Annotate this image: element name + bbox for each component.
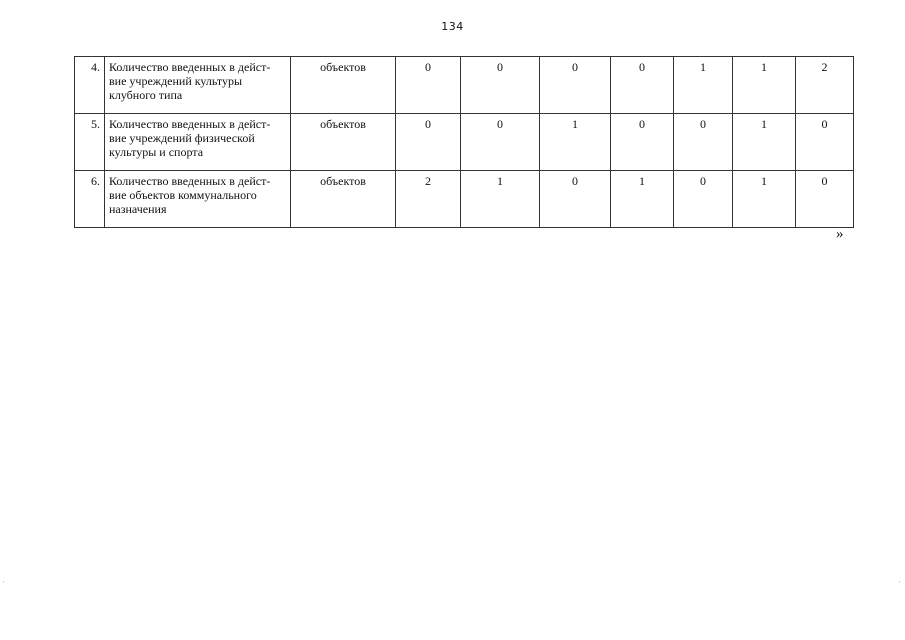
- value-cell: 0: [540, 171, 611, 228]
- table-row: [75, 114, 854, 171]
- value-cell: 1: [461, 171, 540, 228]
- unit-cell: объектов: [291, 114, 396, 171]
- page-number: 134: [441, 20, 464, 33]
- value-cell: 1: [611, 171, 674, 228]
- table-row: [75, 171, 854, 228]
- value-cell: 0: [461, 114, 540, 171]
- row-number: 5.: [75, 114, 105, 171]
- unit-cell: объектов: [291, 57, 396, 114]
- value-cell: 0: [461, 57, 540, 114]
- value-cell: 0: [674, 114, 733, 171]
- row-number: 6.: [75, 171, 105, 228]
- value-cell: 2: [796, 57, 854, 114]
- value-cell: 1: [733, 114, 796, 171]
- value-cell: 2: [396, 171, 461, 228]
- scan-edge-mark: ·: [898, 578, 901, 587]
- scan-edge-mark: ·: [2, 578, 5, 587]
- unit-cell: объектов: [291, 171, 396, 228]
- value-cell: 0: [396, 114, 461, 171]
- table-row: [75, 57, 854, 114]
- indicator-name: Количество введенных в дейст-вие объектов коммунального назначения: [105, 171, 291, 228]
- row-number: 4.: [75, 57, 105, 114]
- value-cell: 0: [796, 171, 854, 228]
- value-cell: 0: [611, 57, 674, 114]
- value-cell: 1: [674, 57, 733, 114]
- value-cell: 0: [611, 114, 674, 171]
- value-cell: 1: [733, 57, 796, 114]
- value-cell: 1: [540, 114, 611, 171]
- value-cell: 0: [796, 114, 854, 171]
- value-cell: 0: [396, 57, 461, 114]
- indicator-table: [74, 56, 854, 228]
- indicator-name: Количество введенных в дейст-вие учреждений культуры клубного типа: [105, 57, 291, 114]
- indicator-name: Количество введенных в дейст-вие учреждений физической культуры и спорта: [105, 114, 291, 171]
- closing-quote: »: [836, 226, 844, 242]
- value-cell: 0: [540, 57, 611, 114]
- value-cell: 0: [674, 171, 733, 228]
- value-cell: 1: [733, 171, 796, 228]
